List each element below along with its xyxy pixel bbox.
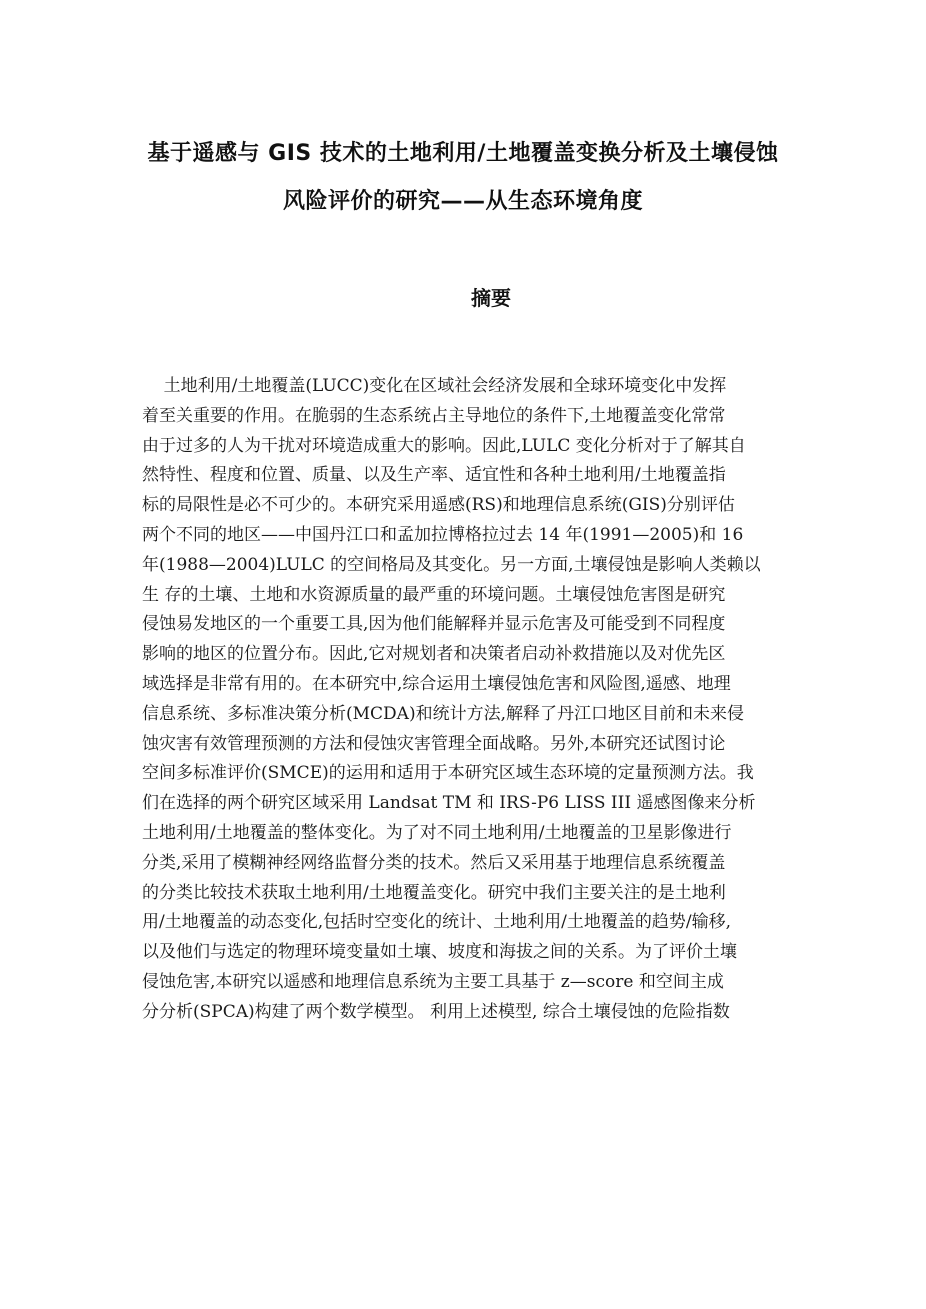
- abstract-line: 影响的地区的位置分布。因此,它对规划者和决策者启动补救措施以及对优先区: [142, 644, 726, 664]
- abstract-heading: 摘要: [471, 286, 511, 310]
- abstract-line: 侵蚀易发地区的一个重要工具,因为他们能解释并显示危害及可能受到不同程度: [142, 614, 726, 634]
- abstract-line: 然特性、程度和位置、质量、以及生产率、适宜性和各种土地利用/土地覆盖指: [142, 465, 726, 485]
- abstract-line: 生 存的土壤、土地和水资源质量的最严重的环境问题。土壤侵蚀危害图是研究: [142, 585, 726, 605]
- abstract-line: 用/土地覆盖的动态变化,包括时空变化的统计、土地利用/土地覆盖的趋势/输移,: [142, 912, 731, 932]
- abstract-line: 由于过多的人为干扰对环境造成重大的影响。因此,LULC 变化分析对于了解其自: [142, 436, 746, 456]
- abstract-line: 分分析(SPCA)构建了两个数学模型。 利用上述模型, 综合土壤侵蚀的危险指数: [142, 1002, 730, 1022]
- title-line-2: 风险评价的研究——从生态环境角度: [282, 189, 643, 214]
- abstract-line: 以及他们与选定的物理环境变量如土壤、坡度和海拔之间的关系。为了评价土壤: [142, 942, 737, 962]
- abstract-line: 着至关重要的作用。在脆弱的生态系统占主导地位的条件下,土地覆盖变化常常: [142, 406, 726, 426]
- abstract-line: 标的局限性是必不可少的。本研究采用遥感(RS)和地理信息系统(GIS)分别评估: [142, 495, 735, 515]
- abstract-line: 侵蚀危害,本研究以遥感和地理信息系统为主要工具基于 z—score 和空间主成: [142, 972, 724, 992]
- abstract-line: 信息系统、多标准决策分析(MCDA)和统计方法,解释了丹江口地区目前和未来侵: [142, 704, 744, 724]
- abstract-line: 土地利用/土地覆盖(LUCC)变化在区域社会经济发展和全球环境变化中发挥: [142, 376, 727, 396]
- title-line-1: 基于遥感与 GIS 技术的土地利用/土地覆盖变换分析及土壤侵蚀: [147, 141, 779, 166]
- abstract-line: 年(1988—2004)LULC 的空间格局及其变化。另一方面,土壤侵蚀是影响人类赖以: [142, 555, 761, 575]
- abstract-line: 的分类比较技术获取土地利用/土地覆盖变化。研究中我们主要关注的是土地利: [142, 883, 726, 903]
- abstract-line: 域选择是非常有用的。在本研究中,综合运用土壤侵蚀危害和风险图,遥感、地理: [142, 674, 731, 694]
- abstract-line: 两个不同的地区——中国丹江口和孟加拉博格拉过去 14 年(1991—2005)和 16: [142, 525, 744, 545]
- abstract-line: 空间多标准评价(SMCE)的运用和适用于本研究区域生态环境的定量预测方法。我: [142, 763, 754, 783]
- abstract-line: 土地利用/土地覆盖的整体变化。为了对不同土地利用/土地覆盖的卫星影像进行: [142, 823, 732, 843]
- abstract-line: 们在选择的两个研究区域采用 Landsat TM 和 IRS-P6 LISS III 遥感图像来分析: [142, 793, 756, 813]
- abstract-line: 蚀灾害有效管理预测的方法和侵蚀灾害管理全面战略。另外,本研究还试图讨论: [142, 734, 726, 754]
- abstract-line: 分类,采用了模糊神经网络监督分类的技术。然后又采用基于地理信息系统覆盖: [142, 853, 726, 873]
